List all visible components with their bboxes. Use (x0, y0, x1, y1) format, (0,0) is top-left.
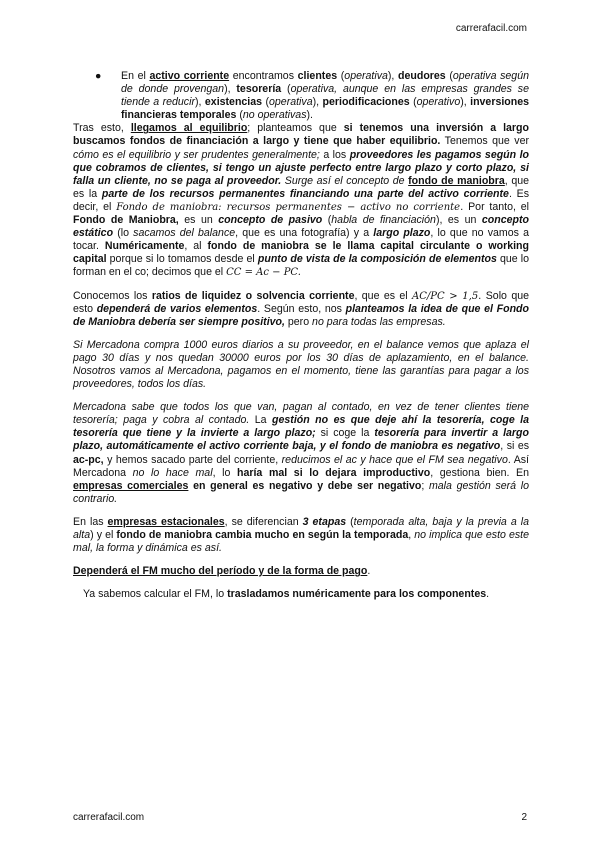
header-site: carrerafacil.com (455, 23, 527, 34)
paragraph-ratios-liquidez: Conocemos los ratios de liquidez o solvencia corriente, que es el AC/PC > 1,5. Solo que esto dependerá de varios elementos. Según esto, nos planteamos la idea de que el Fondo de Maniobra debería ser siempre positivo, pero no para todas las empresas. (73, 289, 529, 328)
paragraph-equilibrio: Tras esto, llegamos al equilibrio; planteamos que si tenemos una inversión a largo buscamos fondos de financiación a largo y tiene que haber equilibrio. Tenemos que ver cómo es el equilibrio y ser prudentes generalmente; a los proveedores les pagamos según lo que cobramos de clientes, si tengo un ajuste perfecto entre largo plazo y corto plazo, si falla un cliente, no se paga al proveedor. Surge así el concepto de fondo de maniobra, que es la parte de los recursos permanentes financiando una parte del activo corriente. Es decir, el Fondo de maniobra: recursos permanentes − activo no corriente. Por tanto, el Fondo de Maniobra, es un concepto de pasivo (habla de financiación), es un concepto estático (lo sacamos del balance, que es una fotografía) y a largo plazo, lo que no vamos a tocar. Numéricamente, al fondo de maniobra se le llama capital circulante o working capital porque si lo tomamos desde el punto de vista de la composición de elementos que lo forman en el co; decimos que el CC = Ac − PC. (73, 122, 530, 279)
paragraph-mercadona-tesoreria: Mercadona sabe que todos los que van, pagan al contado, en vez de tener clientes tiene tesorería; paga y cobra al contado. La gestión no es que deje ahí la tesorería, coge la tesorería que tiene y la invierte a largo plazo; si coge la tesorería para invertir a largo plazo, automáticamente el activo corriente baja, y el fondo de maniobra es negativo, si es ac-pc, y hemos sacado parte del corriente, reducimos el ac y hace que el FM sea negativo. Así Mercadona no lo hace mal, lo haría mal si lo dejara improductivo, gestiona bien. En empresas comerciales en general es negativo y debe ser negativo; mala gestión será lo contrario. (73, 401, 530, 505)
paragraph-calcular-fm: Ya sabemos calcular el FM, lo trasladamos numéricamente para los componentes. (83, 588, 490, 601)
paragraph-mercadona-ejemplo: Si Mercadona compra 1000 euros diarios a su proveedor, en el balance vemos que aplaza el pago 30 días y nos quedan 30000 euros por los 30 días de aplazamiento, en el balance. Nosotros vamos al Mercadona, pagamos en el momento, tiene las garantías para pagar a los proveedores, todos los días. (73, 338, 529, 391)
paragraph-empresas-estacionales: En las empresas estacionales, se diferencian 3 etapas (temporada alta, baja y la previa a la alta) y el fondo de maniobra cambia mucho en según la temporada, no implica que esto este mal, la forma y dinámica es así. (73, 515, 529, 555)
bullet-dot-icon: ● (95, 70, 102, 82)
document-body (73, 70, 529, 601)
page-number: 2 (521, 812, 527, 823)
footer-site: carrerafacil.com (73, 812, 145, 823)
heading-fm-periodo: Dependerá el FM mucho del período y de la forma de pago. (73, 565, 371, 578)
bullet-activo-corriente: ● En el activo corriente encontramos clientes (operativa), deudores (operativa según de donde provengan), tesorería (operativa, aunque en las empresas grandes se tiende a reducir), existencias (operativa), periodificaciones (operativo), inversiones financieras temporales (no operativas). (95, 70, 530, 122)
